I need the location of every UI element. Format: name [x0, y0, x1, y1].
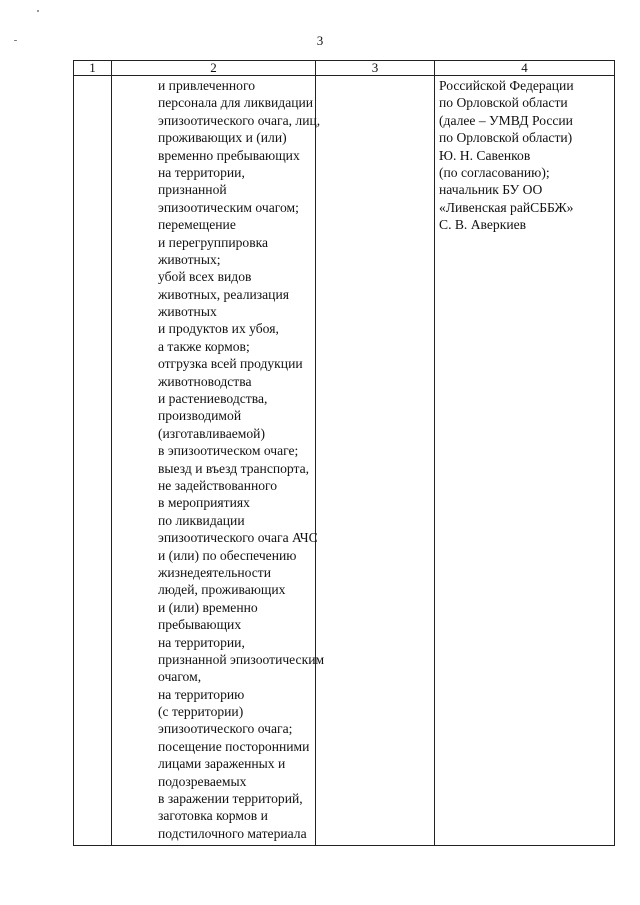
text-line: по Орловской области: [439, 95, 568, 111]
text-line: животных: [158, 304, 217, 320]
column-4-text: [435, 76, 614, 234]
text-line: в эпизоотическом очаге;: [158, 443, 299, 459]
text-line: по ликвидации: [158, 512, 245, 528]
text-line: эпизоотическим очагом;: [158, 199, 299, 215]
text-line: «Ливенская райСББЖ»: [439, 199, 574, 215]
cell-column-1: [74, 76, 112, 846]
column-header-3: 3: [316, 61, 435, 76]
text-line: в мероприятиях: [158, 495, 250, 511]
text-line: на территорию: [158, 686, 245, 702]
document-table: [73, 60, 615, 846]
text-line: а также кормов;: [158, 338, 250, 354]
text-line: Ю. Н. Савенков: [439, 147, 531, 163]
text-line: (далее – УМВД России: [439, 112, 573, 128]
column-header-4: 4: [435, 61, 615, 76]
text-line: временно пребывающих: [158, 147, 300, 163]
text-line: (по согласованию);: [439, 164, 550, 180]
text-line: персонала для ликвидации: [158, 95, 314, 111]
text-line: животных, реализация: [158, 286, 289, 302]
text-line: убой всех видов: [158, 269, 252, 285]
cell-column-2: [112, 76, 325, 846]
text-line: на территории,: [158, 164, 245, 180]
text-line: подозреваемых: [158, 773, 247, 789]
text-line: подстилочного материала: [158, 825, 307, 841]
page-number: 3: [316, 33, 324, 48]
text-line: и продуктов их убоя,: [158, 321, 279, 337]
text-line: в заражении территорий,: [158, 791, 303, 807]
text-line: (с территории): [158, 704, 244, 720]
text-line: заготовка кормов и: [158, 808, 268, 824]
text-line: признанной: [158, 182, 227, 198]
text-line: начальник БУ ОО: [439, 182, 543, 198]
text-line: пребывающих: [158, 617, 242, 633]
text-line: проживающих и (или): [158, 130, 287, 146]
text-line: посещение посторонними: [158, 738, 310, 754]
text-line: людей, проживающих: [158, 582, 286, 598]
text-line: животных;: [158, 251, 221, 267]
text-line: по Орловской области): [439, 130, 573, 146]
text-line: животноводства: [158, 373, 252, 389]
text-line: и (или) по обеспечению: [158, 547, 297, 563]
text-line: эпизоотического очага АЧС: [158, 530, 318, 546]
text-line: и перегруппировка: [158, 234, 269, 250]
text-line: жизнедеятельности: [158, 564, 271, 580]
cell-column-4: [435, 76, 615, 846]
text-line: и растениеводства,: [158, 391, 268, 407]
text-line: перемещение: [158, 217, 236, 233]
text-line: лицами зараженных и: [158, 756, 286, 772]
table-row: [74, 76, 615, 846]
column-header-1: 1: [74, 61, 112, 76]
column-header-2: 2: [112, 61, 316, 76]
text-line: не задействованного: [158, 477, 278, 493]
text-line: и привлеченного: [158, 78, 255, 93]
text-line: выезд и въезд транспорта,: [158, 460, 310, 476]
text-line: эпизоотического очага;: [158, 721, 293, 737]
scan-speck: [37, 10, 39, 12]
text-line: Российской Федерации: [439, 78, 574, 93]
text-line: С. В. Аверкиев: [439, 217, 527, 233]
text-line: очагом,: [158, 669, 202, 685]
column-2-text: [112, 76, 325, 842]
table-header-row: [74, 61, 615, 76]
text-line: отгрузка всей продукции: [158, 356, 303, 372]
text-line: эпизоотического очага, лиц,: [158, 112, 321, 128]
text-line: на территории,: [158, 634, 245, 650]
text-line: признанной эпизоотическим: [158, 651, 325, 667]
text-line: производимой: [158, 408, 242, 424]
text-line: и (или) временно: [158, 599, 258, 615]
text-line: (изготавливаемой): [158, 425, 265, 441]
cell-column-3: [316, 76, 435, 846]
